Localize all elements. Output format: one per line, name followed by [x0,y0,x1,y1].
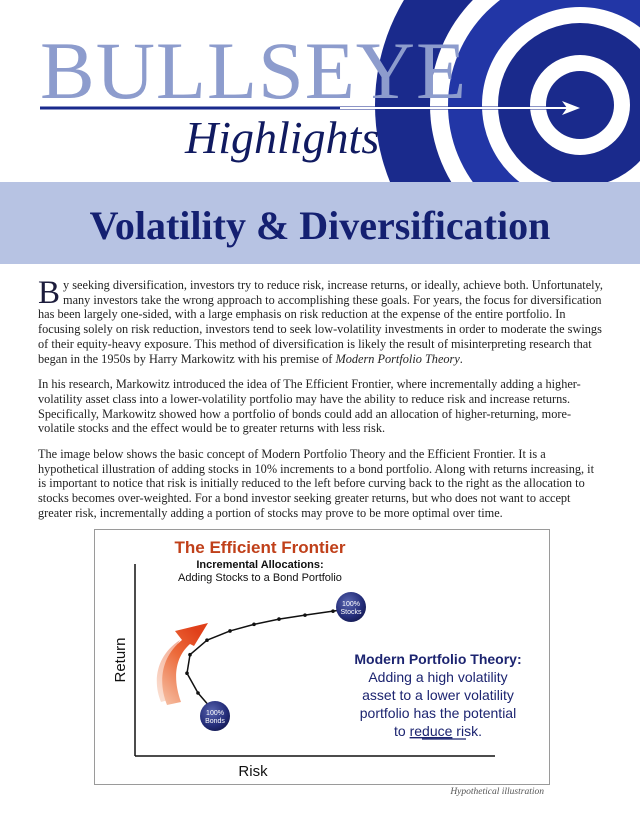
paragraph-1-end: . [459,351,463,366]
frontier-point [277,617,281,621]
frontier-line [187,607,363,713]
note-line-2: asset to a lower volatility [362,687,514,703]
frontier-point [303,613,307,617]
paragraph-1 [38,275,604,366]
figure-title: The Efficient Frontier [174,538,346,557]
stocks-label-name: Stocks [340,609,362,616]
paragraph-3: The image below shows the basic concept of Modern Portfolio Theory and the Efficient Frontier. It is a hypothetical illustration of adding stocks in 10% increments to a bond portfolio. Along with returns increasing, it is important to notice that risk is initially reduced to the left before curving back to the right as the allocation to stocks becomes over-weighted. For a bond investor seeking greater returns, but who does not want to accept greater risk, incrementally adding a portion of stocks may prove to be more optimal over time. [38,447,594,520]
frontier-point [196,691,200,695]
x-axis-label: Risk [238,763,268,780]
article-title: Volatility & Diversification [89,203,551,248]
article-body [38,275,604,532]
note-heading: Modern Portfolio Theory: [354,651,522,667]
frontier-point [205,638,209,642]
efficient-frontier-figure [94,529,550,785]
title-band [0,182,640,264]
note-line-1: Adding a high volatility [368,669,508,685]
paragraph-1-text: y seeking diversification, investors try to reduce risk, increase returns, or ideally, achieve both. Unfortunately, many investors take the wrong approach to accomplishing these goals. For years, the focus for diversification has been largely one-sided, with a large emphasis on risk reduction at the expense of the entire portfolio. In focusing solely on risk reduction, investors tend to seek low-volatility investments in order to moderate the swings of their equity-heavy exposure. This method of diversification is likely the result of misinterpreting research that began in the 1950s by Harry Markowitz with his premise of [38,278,603,366]
frontier-point [188,653,192,657]
note-line-4-emphasis: reduce [409,723,453,739]
masthead-title: BULLSEYE [40,25,468,116]
frontier-point [228,629,232,633]
note-line-4 [394,723,482,739]
efficient-frontier-chart [95,530,549,784]
frontier-curve [185,605,365,716]
figure-subtitle-bold: Incremental Allocations: [196,559,324,571]
stocks-label-percent: 100% [342,601,360,608]
y-axis-label: Return [112,637,129,683]
note-line-4-end: risk. [452,723,482,739]
note-line-3: portfolio has the potential [359,705,517,721]
frontier-arrow [162,623,208,705]
paragraph-2: In his research, Markowitz introduced the idea of The Efficient Frontier, where incrementally adding a higher-volatility asset class into a lower-volatility portfolio may have the ability to reduce risk and increase returns. Specifically, Markowitz showed how a portfolio of bonds could add an allocation of higher-returning, more-volatile stocks and the effect would be to greater returns with less risk. [38,377,581,436]
drop-cap: B [38,275,61,311]
frontier-point [252,623,256,627]
figure-caption: Hypothetical illustration [450,787,544,797]
frontier-point [185,671,189,675]
paragraph-1-italic: Modern Portfolio Theory [335,351,460,366]
frontier-point [331,609,335,613]
bonds-label-name: Bonds [205,718,225,725]
figure-subtitle: Adding Stocks to a Bond Portfolio [178,572,342,584]
masthead-subtitle: Highlights [185,112,380,163]
bonds-label-percent: 100% [206,710,224,717]
note-line-4-start: to [394,723,410,739]
